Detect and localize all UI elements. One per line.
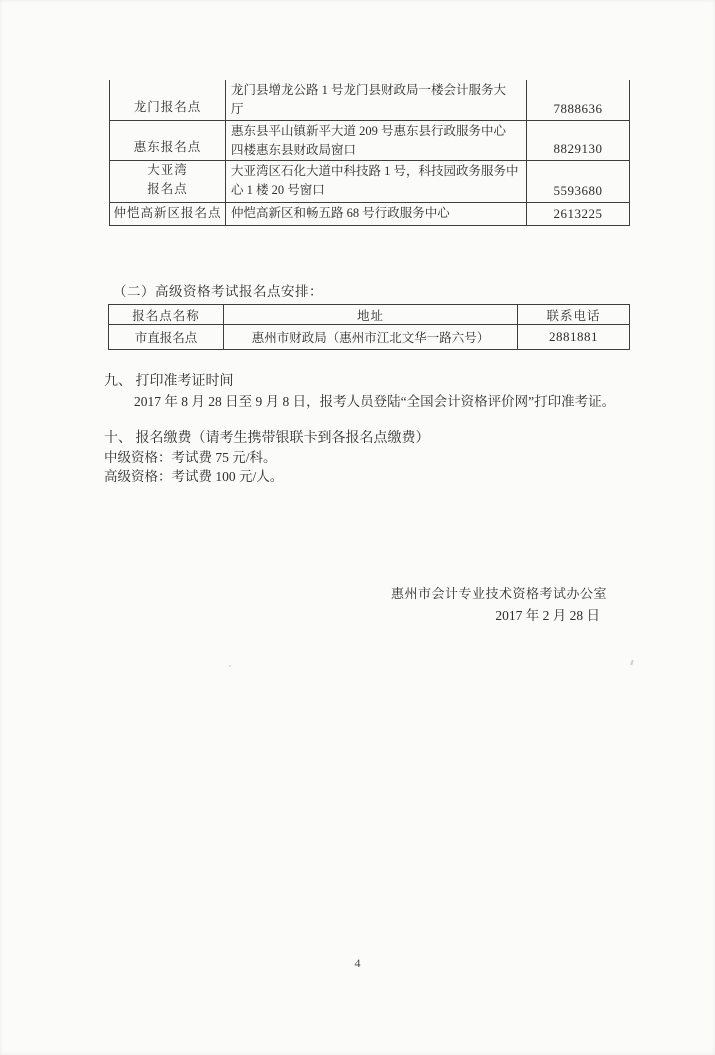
scan-artifact [229,665,231,667]
senior-registration-points-table [108,304,630,350]
senior-fee-line: 高级资格：考试费 100 元/人。 [104,469,284,484]
senior-section-heading: （二）高级资格考试报名点安排： [113,284,323,299]
address-line: 大亚湾区石化大道中科技路 1 号，科技园政务服务中 [231,163,519,178]
site-name-line: 惠东报名点 [133,139,202,154]
table-row [110,80,630,120]
address-line: 仲恺高新区和畅五路 68 号行政服务中心 [231,205,450,220]
address-cell [226,120,527,160]
address-line: 龙门县增龙公路 1 号龙门县财政局一楼会计服务大 [231,83,507,97]
site-name-cell [110,202,226,225]
site-name-cell [110,160,226,202]
address-cell: 惠州市财政局（惠州市江北文华一路六号） [224,325,518,350]
address-cell [226,160,527,202]
column-header-phone: 联系电话 [518,305,630,325]
phone-number: 8829130 [553,140,603,156]
site-name-cell [110,80,226,120]
phone-number: 2613225 [553,205,603,221]
address-cell [226,80,527,120]
address-line: 惠东县平山镇新平大道 209 号惠东县行政服务中心 [231,123,507,138]
phone-number: 7888636 [553,100,603,116]
phone-cell [527,202,630,225]
table-row [110,160,630,202]
section-print-title: 九、 打印准考证时间 [104,374,234,389]
section-payment-title: 十、 报名缴费（请考生携带银联卡到各报名点缴费） [104,431,430,446]
address-line: 心 1 楼 20 号窗口 [231,182,325,197]
phone-cell [527,160,630,202]
phone-number: 5593680 [553,182,603,198]
page-number: 4 [354,956,361,970]
scan-artifact [630,660,633,665]
phone-cell: 2881881 [518,325,630,350]
table-row [109,325,630,350]
section-print-body: 2017 年 8 月 28 日至 9 月 8 日，报考人员登陆“全国会计资格评价网”打印准考证。 [134,394,616,409]
phone-cell [527,120,630,160]
address-line: 四楼惠东县财政局窗口 [231,142,357,157]
site-name-cell: 市直报名点 [109,325,224,350]
site-name-cell [110,120,226,160]
signature-date: 2017 年 2 月 28 日 [495,608,600,623]
table-header-row [109,305,630,325]
table-row [110,120,630,160]
address-cell [226,202,527,225]
site-name-line: 报名点 [147,181,188,196]
mid-fee-line: 中级资格：考试费 75 元/科。 [104,450,277,465]
table-row [110,202,630,225]
phone-cell [527,80,630,120]
site-name-line: 大亚湾 [147,162,188,177]
signature-org: 惠州市会计专业技术资格考试办公室 [390,586,607,601]
site-name-line: 龙门报名点 [133,99,202,114]
site-name-line: 仲恺高新区报名点 [113,205,222,220]
address-line: 厅 [231,102,244,116]
midlevel-registration-points-table [109,80,630,226]
column-header-address: 地址 [224,305,518,325]
column-header-site: 报名点名称 [109,305,224,325]
